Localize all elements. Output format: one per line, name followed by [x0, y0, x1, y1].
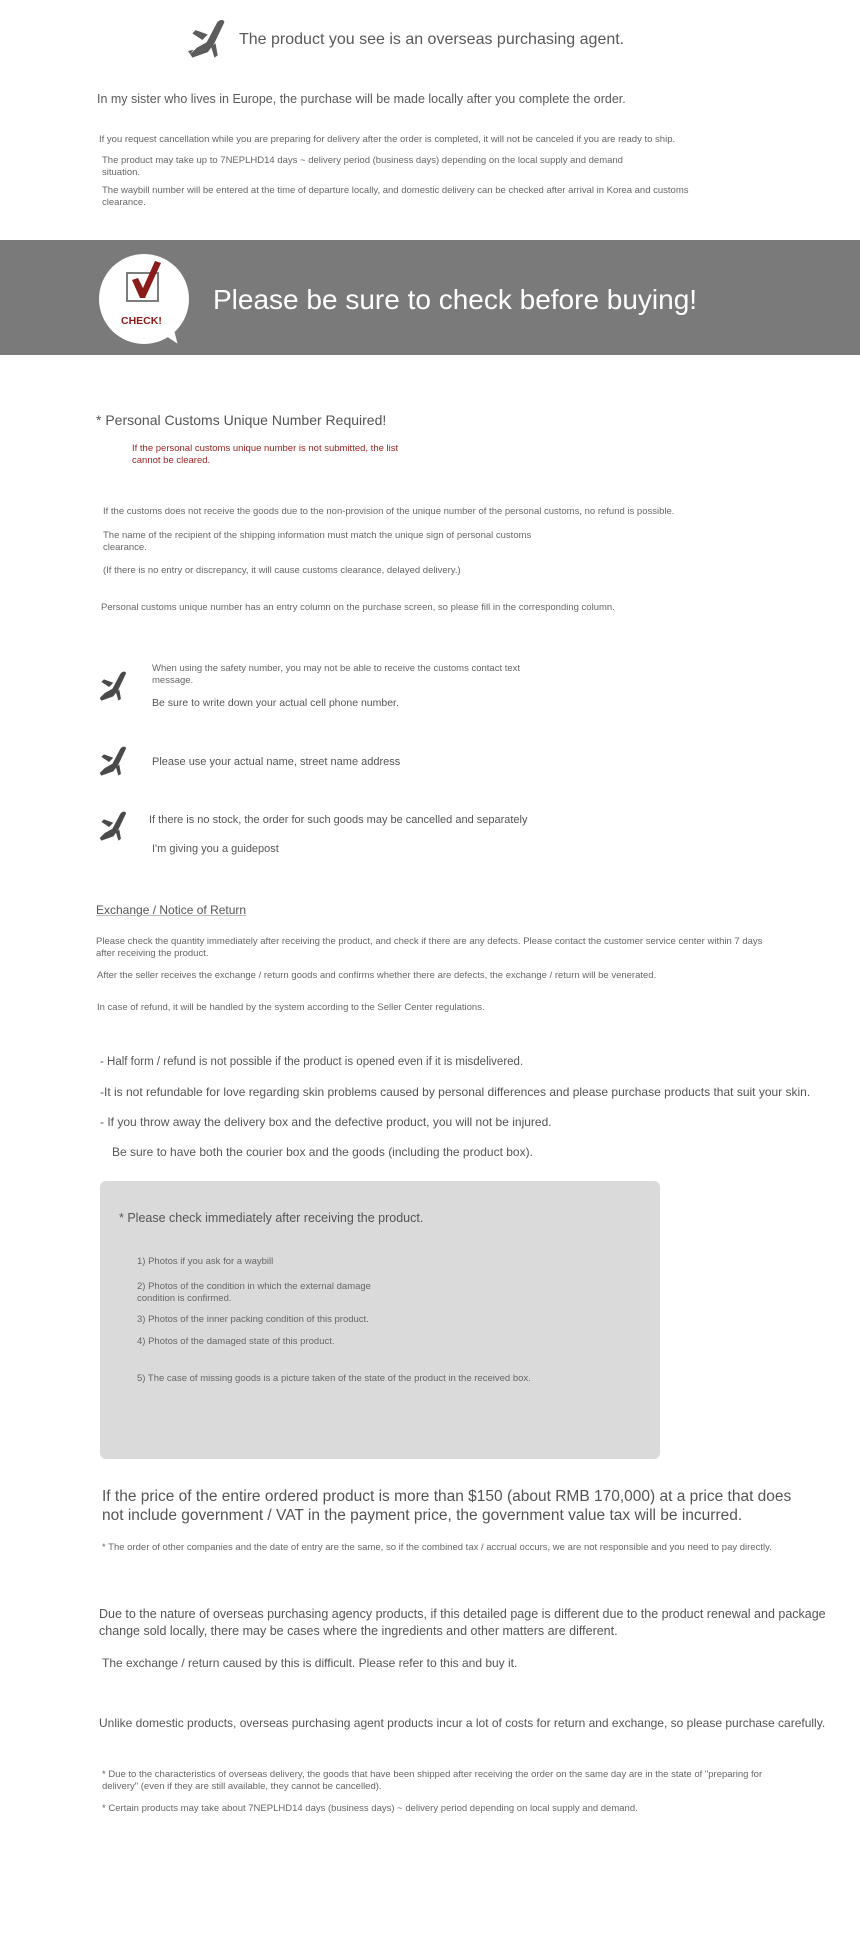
guidepost-note: I'm giving you a guidepost	[152, 843, 279, 855]
checklist-item: 2) Photos of the condition in which the external damage condition is confirmed.	[137, 1281, 371, 1304]
return-cost-notice: Unlike domestic products, overseas purchasing agent products incur a lot of costs for return and exchange, so please purchase carefully.	[99, 1716, 826, 1730]
safety-number-note: When using the safety number, you may not be able to receive the customs contact text message.	[152, 663, 521, 686]
footer-note: * Due to the characteristics of overseas delivery, the goods that have been shipped after receiving the order on the same day are in the state of "preparing for delivery" (even if they are still available, they cannot be cancelled).	[102, 1769, 763, 1792]
bullet-item: -It is not refundable for love regarding skin problems caused by personal differences and please purchase products that suit your skin.	[100, 1085, 811, 1099]
note-delivery-period: The product may take up to 7NEPLHD14 days ~ delivery period (business days) depending on the local supply and demand situation.	[102, 155, 623, 178]
customs-note: If the customs does not receive the goods due to the non-provision of the unique number of the personal customs, no refund is possible.	[103, 506, 675, 517]
address-note: Please use your actual name, street name address	[152, 756, 401, 768]
airplane-icon	[98, 670, 132, 704]
bullet-item: - If you throw away the delivery box and the defective product, you will not be injured.	[100, 1115, 552, 1129]
nature-subnote: The exchange / return caused by this is difficult. Please refer to this and buy it.	[102, 1656, 518, 1670]
checklist-item: 4) Photos of the damaged state of this product.	[137, 1336, 335, 1347]
exchange-note: In case of refund, it will be handled by the system according to the Seller Center regulations.	[97, 1002, 485, 1013]
nature-notice: Due to the nature of overseas purchasing agency products, if this detailed page is different due to the product renewal and package change sold locally, there may be cases where the ingredients and other matters are different.	[99, 1607, 826, 1638]
checklist-title: * Please check immediately after receiving the product.	[119, 1211, 424, 1225]
intro-text: In my sister who lives in Europe, the purchase will be made locally after you complete the order.	[97, 92, 626, 106]
customs-note: The name of the recipient of the shipping information must match the unique sign of personal customs clearance.	[103, 530, 532, 553]
customs-note: Personal customs unique number has an entry column on the purchase screen, so please fill in the corresponding column.	[101, 602, 615, 613]
note-cancellation: If you request cancellation while you are preparing for delivery after the order is completed, it will not be canceled if you are ready to ship.	[99, 134, 676, 145]
bullet-item: - Half form / refund is not possible if the product is opened even if it is misdelivered.	[100, 1056, 524, 1068]
check-icon	[124, 258, 164, 300]
airplane-icon	[98, 810, 132, 844]
airplane-icon	[98, 745, 132, 779]
phone-number-note: Be sure to write down your actual cell phone number.	[152, 697, 399, 709]
checklist-item: 1) Photos if you ask for a waybill	[137, 1256, 274, 1267]
note-waybill: The waybill number will be entered at the time of departure locally, and domestic delivery can be checked after arrival in Korea and customs clearance.	[102, 185, 689, 208]
stock-note: If there is no stock, the order for such goods may be cancelled and separately	[149, 814, 528, 826]
price-footnote: * The order of other companies and the date of entry are the same, so if the combined tax / accrual occurs, we are not responsible and you need to pay directly.	[102, 1542, 772, 1553]
check-badge-label: CHECK!	[121, 315, 162, 327]
page-title: The product you see is an overseas purchasing agent.	[239, 31, 625, 48]
airplane-icon	[188, 18, 232, 62]
footer-note: * Certain products may take about 7NEPLHD14 days (business days) ~ delivery period depending on local supply and demand.	[102, 1803, 638, 1814]
price-notice: If the price of the entire ordered product is more than $150 (about RMB 170,000) at a price that does not include government / VAT in the payment price, the government value tax will be incurred.	[102, 1488, 792, 1524]
bullet-item: Be sure to have both the courier box and the goods (including the product box).	[112, 1145, 533, 1159]
customs-note: (If there is no entry or discrepancy, it will cause customs clearance, delayed delivery.)	[103, 565, 461, 576]
customs-title: * Personal Customs Unique Number Required!	[96, 412, 387, 428]
exchange-title: Exchange / Notice of Return	[96, 903, 247, 917]
banner-title: Please be sure to check before buying!	[213, 284, 698, 315]
customs-warning: If the personal customs unique number is not submitted, the list cannot be cleared.	[132, 443, 399, 466]
checklist-item: 5) The case of missing goods is a picture taken of the state of the product in the received box.	[137, 1373, 531, 1384]
exchange-note: Please check the quantity immediately after receiving the product, and check if there are any defects. Please contact the customer service center within 7 days after receiving the product.	[96, 936, 763, 959]
checklist-item: 3) Photos of the inner packing condition of this product.	[137, 1314, 369, 1325]
exchange-note: After the seller receives the exchange / return goods and confirms whether there are defects, the exchange / return will be venerated.	[97, 970, 657, 981]
